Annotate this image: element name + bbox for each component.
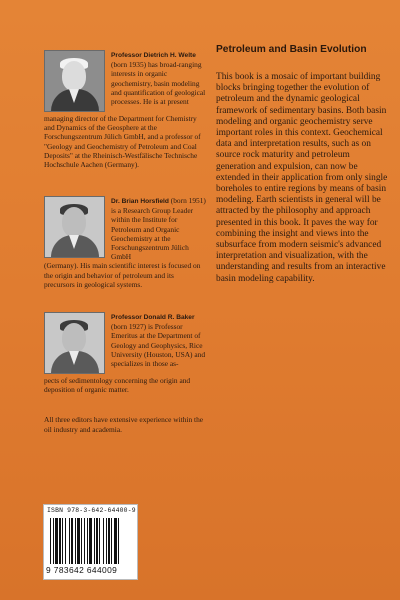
- editor-photo-horsfield: [44, 196, 105, 258]
- editor-photo-baker: [44, 312, 105, 374]
- editor-name: Professor Dietrich H. Welte: [111, 52, 196, 59]
- ean-number: 9 783642 644009: [46, 565, 118, 575]
- editor-photo-welte: [44, 50, 105, 112]
- editor-intro: (born 1951) is a Research Group Leader within the Institute for Petroleum and Organic Geochemistry at the Forschungszentrum Jülich GmbH: [111, 196, 206, 262]
- editors-closing-note: All three editors have extensive experience within the oil industry and academia.: [44, 415, 204, 434]
- editor-bio-text: (Germany). His main scientific interest is focused on the origin and behavior of petroleum and its precursors in geological systems.: [44, 261, 201, 289]
- editor-bio-welte: [44, 50, 206, 169]
- isbn-label: ISBN 978-3-642-64400-9: [47, 507, 136, 514]
- book-title: Petroleum and Basin Evolution: [216, 44, 367, 55]
- barcode: [43, 504, 138, 580]
- editor-intro: (born 1927) is Professor Emeritus at the Department of Geology and Geophysics, Rice University (Houston, USA) and specializes in those as-: [111, 322, 206, 369]
- editor-bio-text: managing director of the Department for Chemistry and Dynamics of the Geosphere at the Forschungszentrum Jülich GmbH, and a professor of "Geology and Geochemistry of Petroleum and Coal Deposits" at the Rheinisch-Westfälische Technische Hochschule Aachen (Germany).: [44, 114, 201, 170]
- editor-intro: (born 1935) has broad-ranging interests in organic geochemistry, basin modeling and quantification of geological processes. He is at present: [111, 60, 206, 107]
- editor-name: Professor Donald R. Baker: [111, 314, 195, 321]
- editor-bio-baker: [44, 312, 206, 394]
- editor-name: Dr. Brian Horsfield: [111, 198, 169, 205]
- editor-bio-text: pects of sedimentology concerning the origin and deposition of organic matter.: [44, 376, 191, 395]
- editor-bio-horsfield: [44, 196, 206, 289]
- barcode-bars: [50, 518, 132, 564]
- book-description: This book is a mosaic of important building blocks bringing together the evolution of petroleum and the dynamic geological framework of sedimentary basins. Both basin modeling and organic geochemistry serve important roles in this context. Geochemical data and interpretation results, such as on source rock maturity and petroleum generation and expulsion, can now be extended in their application from only single boreholes to entire regions by means of basin modeling. Earth scientists in general will be attracted by the philosophy and approach presented in this book. It paves the way for combining the insight and views into the subsurface from modern seismic's advanced interpretation and visualization, with the understanding and results from an interactive basin modeling capability.: [216, 72, 388, 284]
